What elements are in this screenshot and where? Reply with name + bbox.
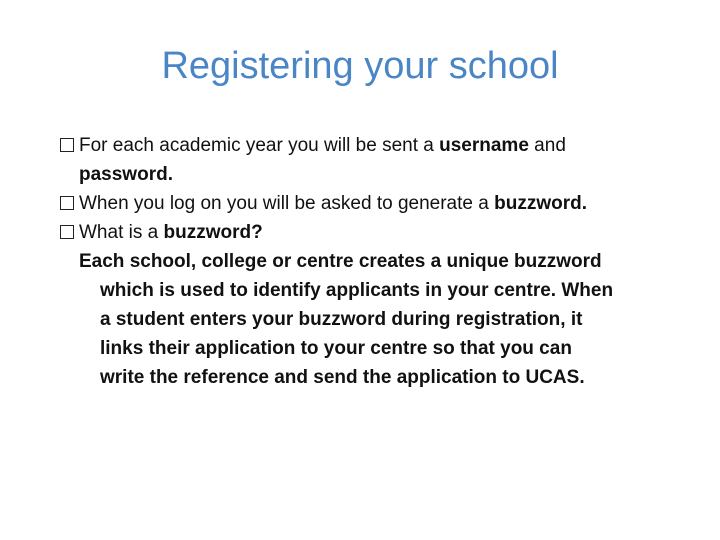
bullet-text: and bbox=[528, 135, 566, 156]
bullet-text: What is a bbox=[79, 222, 164, 243]
bullet-item bbox=[58, 218, 678, 247]
checkbox-bullet-icon bbox=[60, 196, 74, 210]
paragraph-line: which is used to identify applicants in your centre. When bbox=[100, 280, 614, 301]
slide-title: Registering your school bbox=[161, 45, 559, 87]
checkbox-bullet-icon bbox=[60, 138, 74, 152]
bullet-text: When you log on you will be asked to generate a bbox=[79, 193, 495, 214]
bullet-bold-text: username bbox=[439, 135, 529, 156]
bullet-text: For each academic year you will be sent a bbox=[79, 135, 440, 156]
bullet-bold-text: buzzword. bbox=[494, 193, 587, 214]
bullet-bold-text: password. bbox=[79, 164, 173, 185]
bullet-bold-text: buzzword? bbox=[163, 222, 263, 243]
bullet-item bbox=[58, 189, 678, 218]
bullet-item bbox=[58, 131, 678, 160]
slide-body bbox=[58, 131, 678, 392]
paragraph-line: Each school, college or centre creates a unique buzzword bbox=[79, 251, 602, 272]
paragraph-line: write the reference and send the application to UCAS. bbox=[100, 367, 585, 388]
paragraph-line: links their application to your centre so that you can bbox=[100, 338, 572, 359]
paragraph-line: a student enters your buzzword during registration, it bbox=[100, 309, 583, 330]
bullet-continuation bbox=[58, 160, 678, 189]
checkbox-bullet-icon bbox=[60, 225, 74, 239]
